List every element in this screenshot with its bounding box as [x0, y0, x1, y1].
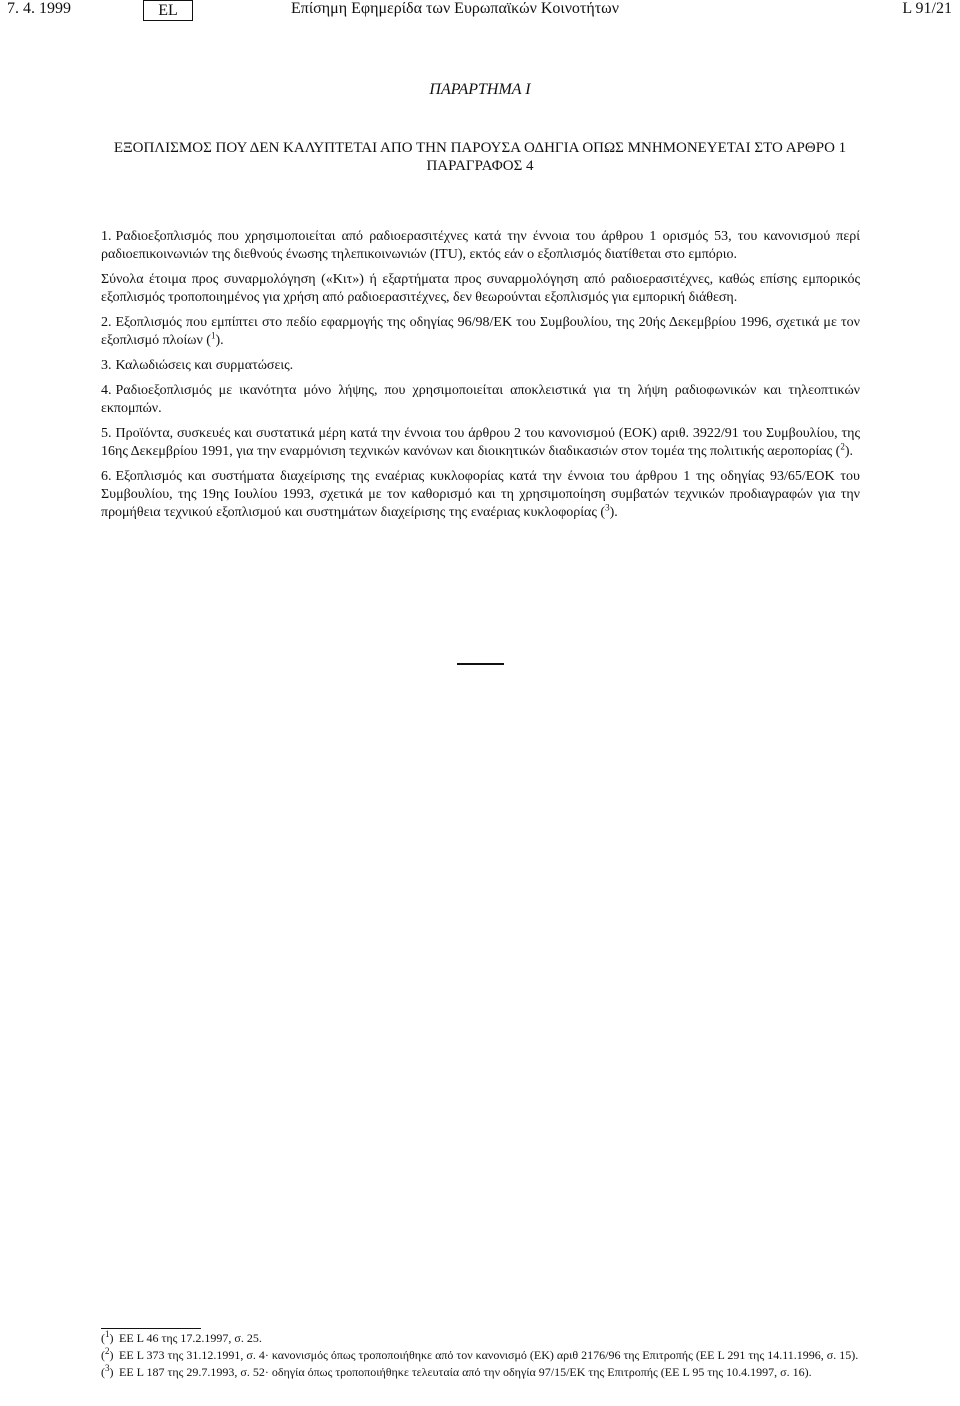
item-text: Εξοπλισμός που εμπίπτει στο πεδίο εφαρμογής της οδηγίας 96/98/ΕΚ του Συμβουλίου, της 20ής Δεκεμβρίου 1996, σχετικά με τον εξοπλισμό πλοίων ( [101, 315, 860, 348]
footnote-3 [101, 1365, 860, 1380]
footnote-ref[interactable]: 2 [840, 441, 845, 452]
item-4 [101, 382, 860, 418]
item-number: 4. [101, 383, 112, 398]
item-number: 3. [101, 358, 112, 373]
item-5 [101, 425, 860, 461]
page-reference: L 91/21 [902, 0, 952, 17]
footnote-text: ΕΕ L 187 της 29.7.1993, σ. 52· οδηγία όπως τροποποιήθηκε τελευταία από την οδηγία 97/15/ΕΚ της Επιτροπής (ΕΕ L 95 της 10.4.1997, σ. 16). [119, 1365, 812, 1379]
item-3 [101, 357, 860, 375]
annex-body [101, 228, 860, 529]
item-text: Προϊόντα, συσκευές και συστατικά μέρη κατά την έννοια του άρθρου 2 του κανονισμού (ΕΟΚ) αριθ. 3922/91 του Συμβουλίου, της 16ης Δεκεμβρίου 1991, για την εναρμόνιση τεχνικών κανόνων και διοικητικών διαδικασιών στον τομέα της πολιτικής αεροπορίας ( [101, 426, 860, 459]
item-text: Καλωδιώσεις και συρματώσεις. [115, 358, 294, 373]
item-number: 6. [101, 469, 112, 484]
item-1-continuation [101, 271, 860, 307]
footnote-marker: ($^1$) [101, 1329, 114, 1345]
item-text: Ραδιοεξοπλισμός που χρησιμοποιείται από ραδιοερασιτέχνες κατά την έννοια του άρθρου 1 ορισμός 53, του κανονισμού περί ραδιοεπικοινωνιών της διεθνούς ένωσης τηλεπικοινωνιών (ITU), εκτός εάν ο εξοπλισμός διατίθεται στο εμπόριο. [101, 229, 860, 262]
footnote-text: ΕΕ L 46 της 17.2.1997, σ. 25. [119, 1331, 262, 1345]
annex-title: ΠΑΡΑΡΤΗΜΑ Ι [429, 81, 531, 98]
item-text-end: ). [215, 333, 224, 348]
footnote-marker: ($^3$) [101, 1363, 114, 1379]
item-text-end: ). [609, 505, 618, 520]
annex-heading: ΕΞΟΠΛΙΣΜΟΣ ΠΟΥ ΔΕΝ ΚΑΛΥΠΤΕΤΑΙ ΑΠΟ ΤΗΝ ΠΑΡΟΥΣΑ ΟΔΗΓΙΑ ΟΠΩΣ ΜΝΗΜΟΝΕΥΕΤΑΙ ΣΤΟ ΑΡΘΡΟ 1 ΠΑΡΑΓΡΑΦΟΣ 4 [113, 140, 847, 174]
item-text: Σύνολα έτοιμα προς συναρμολόγηση («Κιτ») ή εξαρτήματα προς συναρμολόγηση από ραδιοερασιτέχνες, καθώς επίσης εμπορικός εξοπλισμός τροποποιημένος για χρήση από ραδιοερασιτέχνες, δεν θεωρούνται εξοπλισμός για εμπορική διάθεση. [101, 272, 860, 305]
footnote-ref[interactable]: 3 [605, 502, 610, 513]
footnote-1 [101, 1331, 860, 1346]
journal-title: Επίσημη Εφημερίδα των Ευρωπαϊκών Κοινοτήτων [291, 0, 619, 17]
item-2 [101, 314, 860, 350]
language-badge: EL [143, 0, 193, 21]
page-header [0, 0, 960, 24]
item-number: 5. [101, 426, 112, 441]
item-1 [101, 228, 860, 264]
item-text-end: ). [844, 444, 853, 459]
footnote-marker: ($^2$) [101, 1346, 114, 1362]
item-6 [101, 468, 860, 522]
footnotes [101, 1331, 860, 1382]
footnote-ref[interactable]: 1 [210, 330, 216, 341]
footnote-2 [101, 1348, 860, 1363]
item-number: 2. [101, 315, 112, 330]
publication-date: 7. 4. 1999 [7, 0, 71, 17]
footnote-text: ΕΕ L 373 της 31.12.1991, σ. 4· κανονισμός όπως τροποποιήθηκε από τον κανονισμό (ΕΚ) αριθ 2176/96 της Επιτροπής (ΕΕ L 291 της 14.11.1996, σ. 15). [119, 1348, 859, 1362]
item-number: 1. [101, 229, 112, 244]
item-text: Εξοπλισμός και συστήματα διαχείρισης της εναέριας κυκλοφορίας κατά την έννοια του άρθρου 1 της οδηγίας 93/65/ΕΟΚ του Συμβουλίου, της 19ης Ιουλίου 1993, σχετικά με τον καθορισμό και τη χρησιμοποίηση συμβατών τεχνικών προδιαγραφών για την προμήθεια τεχνικού εξοπλισμού και συστημάτων διαχείρισης της εναέριας κυκλοφορίας ( [101, 469, 860, 520]
item-text: Ραδιοεξοπλισμός με ικανότητα μόνο λήψης, που χρησιμοποιείται αποκλειστικά για τη λήψη ραδιοφωνικών και τηλεοπτικών εκπομπών. [101, 383, 860, 416]
footnote-rule [101, 1328, 201, 1329]
section-separator [457, 663, 504, 665]
